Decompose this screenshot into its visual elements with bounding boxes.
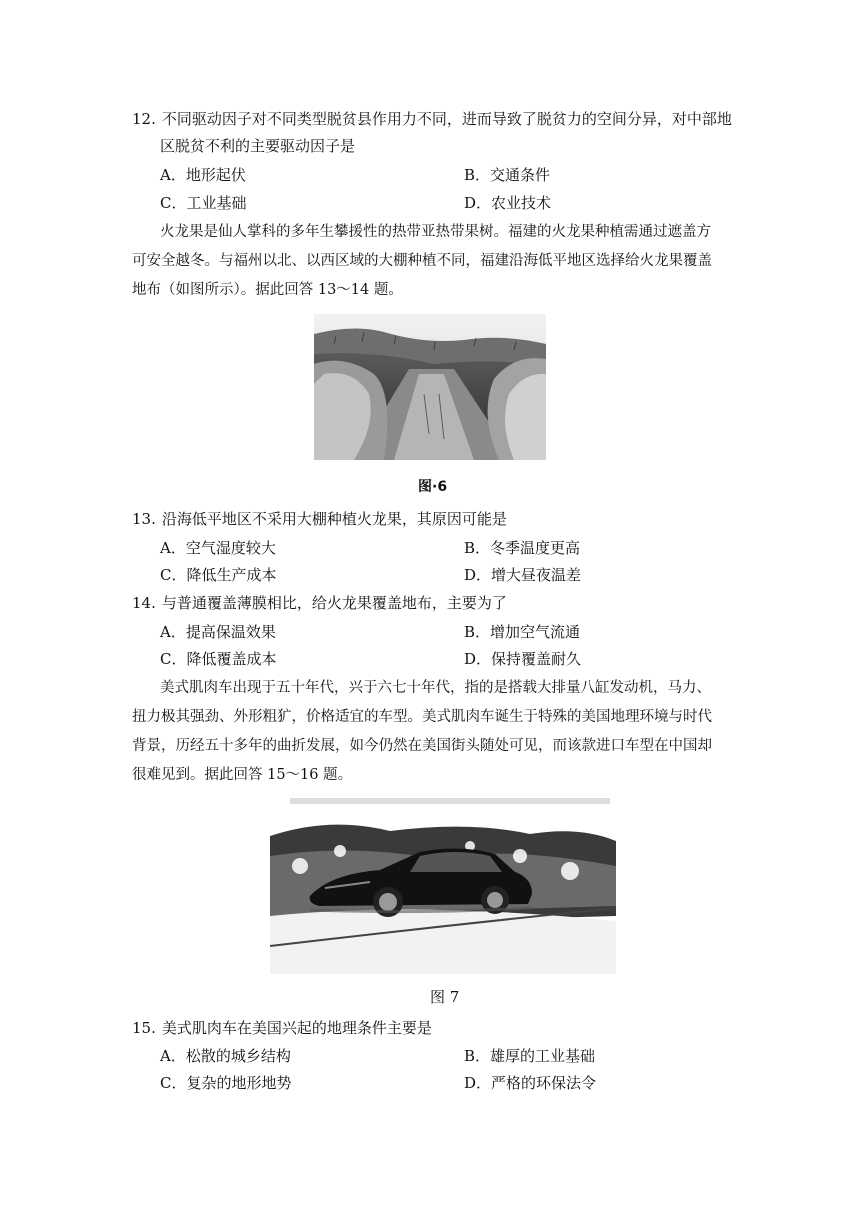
question-15 [132, 1015, 732, 1042]
passage-line: 背景，历经五十多年的曲折发展，如今仍然在美国街头随处可见，而该款进口车型在中国却 [132, 738, 712, 754]
figure-6-caption: 图·6 [418, 479, 448, 495]
question-number: 13. [132, 510, 156, 528]
question-number: 15. [132, 1019, 156, 1037]
option-d: D．农业技术 [464, 194, 552, 212]
option-a: A．空气湿度较大 [160, 539, 276, 557]
passage-line: 扭力极其强劲、外形粗犷，价格适宜的车型。美式肌肉车诞生于特殊的美国地理环境与时代 [132, 709, 712, 725]
passage-line: 很难见到。据此回答 15～16 题。 [132, 767, 353, 783]
option-a: A．松散的城乡结构 [160, 1047, 291, 1065]
option-a: A．提高保温效果 [160, 623, 276, 641]
question-text: 沿海低平地区不采用大棚种植火龙果，其原因可能是 [161, 510, 507, 528]
question-text: 不同驱动因子对不同类型脱贫县作用力不同，进而导致了脱贫力的空间分异，对中部地 [161, 110, 732, 128]
passage-line: 火龙果是仙人掌科的多年生攀援性的热带亚热带果树。福建的火龙果种植需通过遮盖方 [160, 224, 711, 240]
question-13 [132, 506, 732, 533]
question-12-continuation: 区脱贫不利的主要驱动因子是 [160, 137, 356, 155]
passage-dragon-fruit [132, 218, 732, 305]
passage-line: 地布（如图所示）。据此回答 13～14 题。 [132, 282, 403, 298]
option-b: B．冬季温度更高 [464, 539, 581, 557]
option-a: A．地形起伏 [160, 166, 246, 184]
question-number: 12. [132, 110, 156, 128]
option-d: D．严格的环保法令 [464, 1074, 597, 1092]
option-d: D．保持覆盖耐久 [464, 650, 582, 668]
question-number: 14. [132, 594, 156, 612]
option-b: B．交通条件 [464, 166, 551, 184]
option-c: C．降低生产成本 [160, 566, 277, 584]
option-d: D．增大昼夜温差 [464, 566, 582, 584]
option-b: B．增加空气流通 [464, 623, 581, 641]
question-text: 美式肌肉车在美国兴起的地理条件主要是 [161, 1019, 432, 1037]
option-c: C．复杂的地形地势 [160, 1074, 292, 1092]
passage-line: 可安全越冬。与福州以北、以西区域的大棚种植不同，福建沿海低平地区选择给火龙果覆盖 [132, 253, 712, 269]
figure-7-photo [270, 796, 616, 974]
option-c: C．降低覆盖成本 [160, 650, 277, 668]
figure-6-photo [314, 314, 546, 460]
passage-line: 美式肌肉车出现于五十年代，兴于六七十年代，指的是搭载大排量八缸发动机，马力、 [160, 680, 711, 696]
option-b: B．雄厚的工业基础 [464, 1047, 596, 1065]
question-text: 与普通覆盖薄膜相比，给火龙果覆盖地布，主要为了 [161, 594, 507, 612]
question-14 [132, 590, 732, 617]
option-c: C．工业基础 [160, 194, 247, 212]
passage-muscle-car [132, 674, 732, 790]
figure-7-caption: 图 7 [430, 988, 460, 1006]
question-12 [132, 106, 732, 133]
